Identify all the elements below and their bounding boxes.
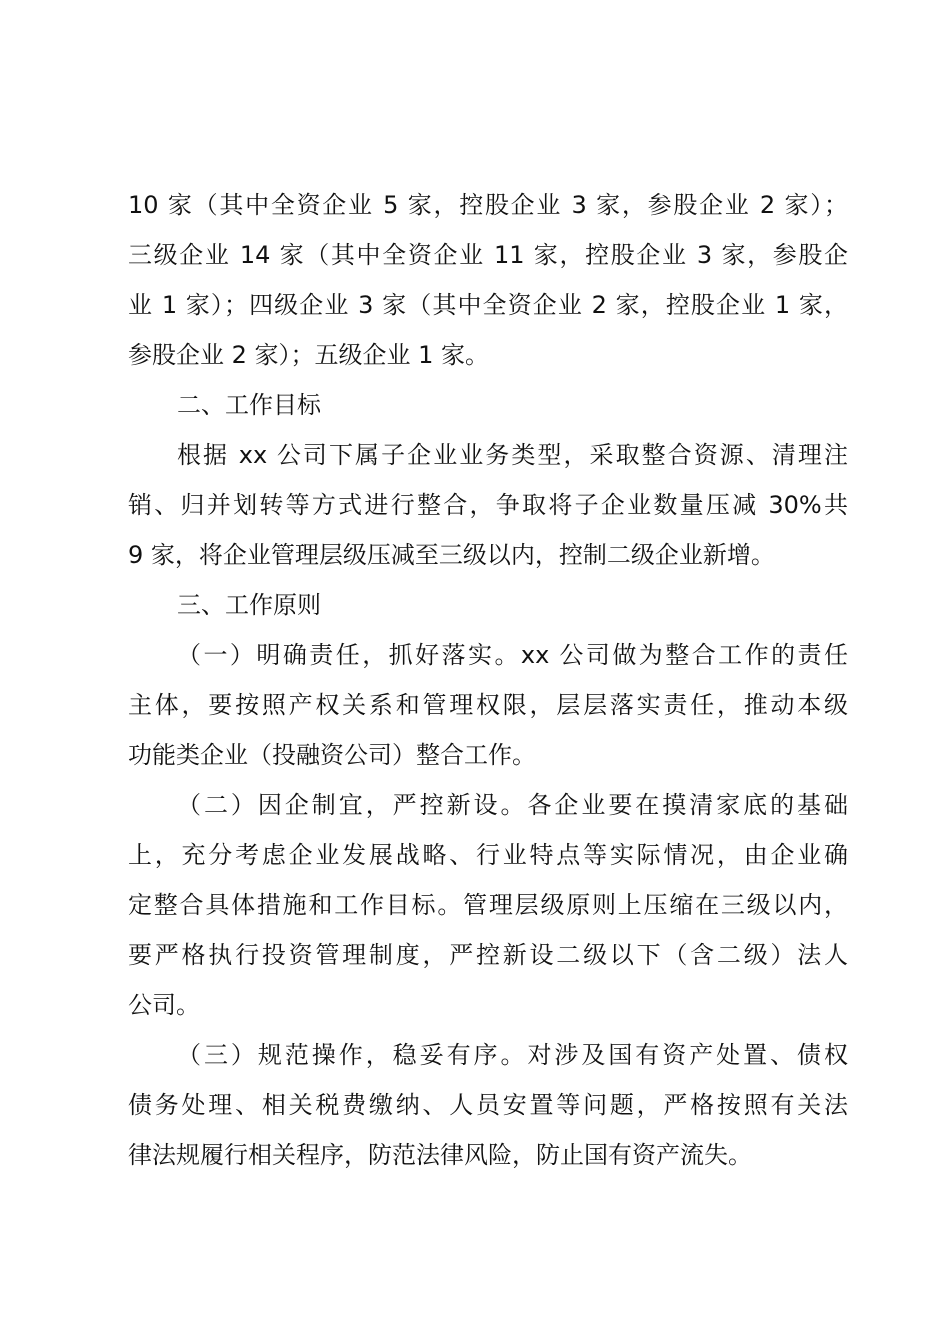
section-heading: 二、工作目标	[177, 391, 321, 419]
paragraph-line: 定整合具体措施和工作目标。管理层级原则上压缩在三级以内，	[128, 891, 848, 919]
section-heading: 三、工作原则	[177, 591, 321, 619]
paragraph-line: 根据 xx 公司下属子企业业务类型，采取整合资源、清理注	[177, 441, 848, 469]
paragraph-line: 主体，要按照产权关系和管理权限，层层落实责任，推动本级	[128, 691, 848, 719]
paragraph-line: 上，充分考虑企业发展战略、行业特点等实际情况，由企业确	[128, 841, 848, 869]
paragraph-line: 债务处理、相关税费缴纳、人员安置等问题，严格按照有关法	[128, 1091, 848, 1119]
text-line: 10 家（其中全资企业 5 家，控股企业 3 家，参股企业 2 家）；	[128, 191, 848, 219]
paragraph-line: 9 家，将企业管理层级压减至三级以内，控制二级企业新增。	[128, 541, 775, 569]
text-line: 三级企业 14 家（其中全资企业 11 家，控股企业 3 家，参股企	[128, 241, 848, 269]
paragraph-line: 要严格执行投资管理制度，严控新设二级以下（含二级）法人	[128, 941, 848, 969]
paragraph-line: （二）因企制宜，严控新设。各企业要在摸清家底的基础	[177, 791, 848, 819]
text-line: 参股企业 2 家）；五级企业 1 家。	[128, 341, 490, 369]
text-line: 业 1 家）；四级企业 3 家（其中全资企业 2 家，控股企业 1 家，	[128, 291, 848, 319]
paragraph-line: 律法规履行相关程序，防范法律风险，防止国有资产流失。	[128, 1141, 752, 1169]
paragraph-line: 功能类企业（投融资公司）整合工作。	[128, 741, 536, 769]
paragraph-line: （一）明确责任，抓好落实。xx 公司做为整合工作的责任	[177, 641, 848, 669]
paragraph-line: （三）规范操作，稳妥有序。对涉及国有资产处置、债权	[177, 1041, 848, 1069]
paragraph-line: 公司。	[128, 991, 200, 1019]
paragraph-line: 销、归并划转等方式进行整合，争取将子企业数量压减 30%共	[128, 491, 848, 519]
